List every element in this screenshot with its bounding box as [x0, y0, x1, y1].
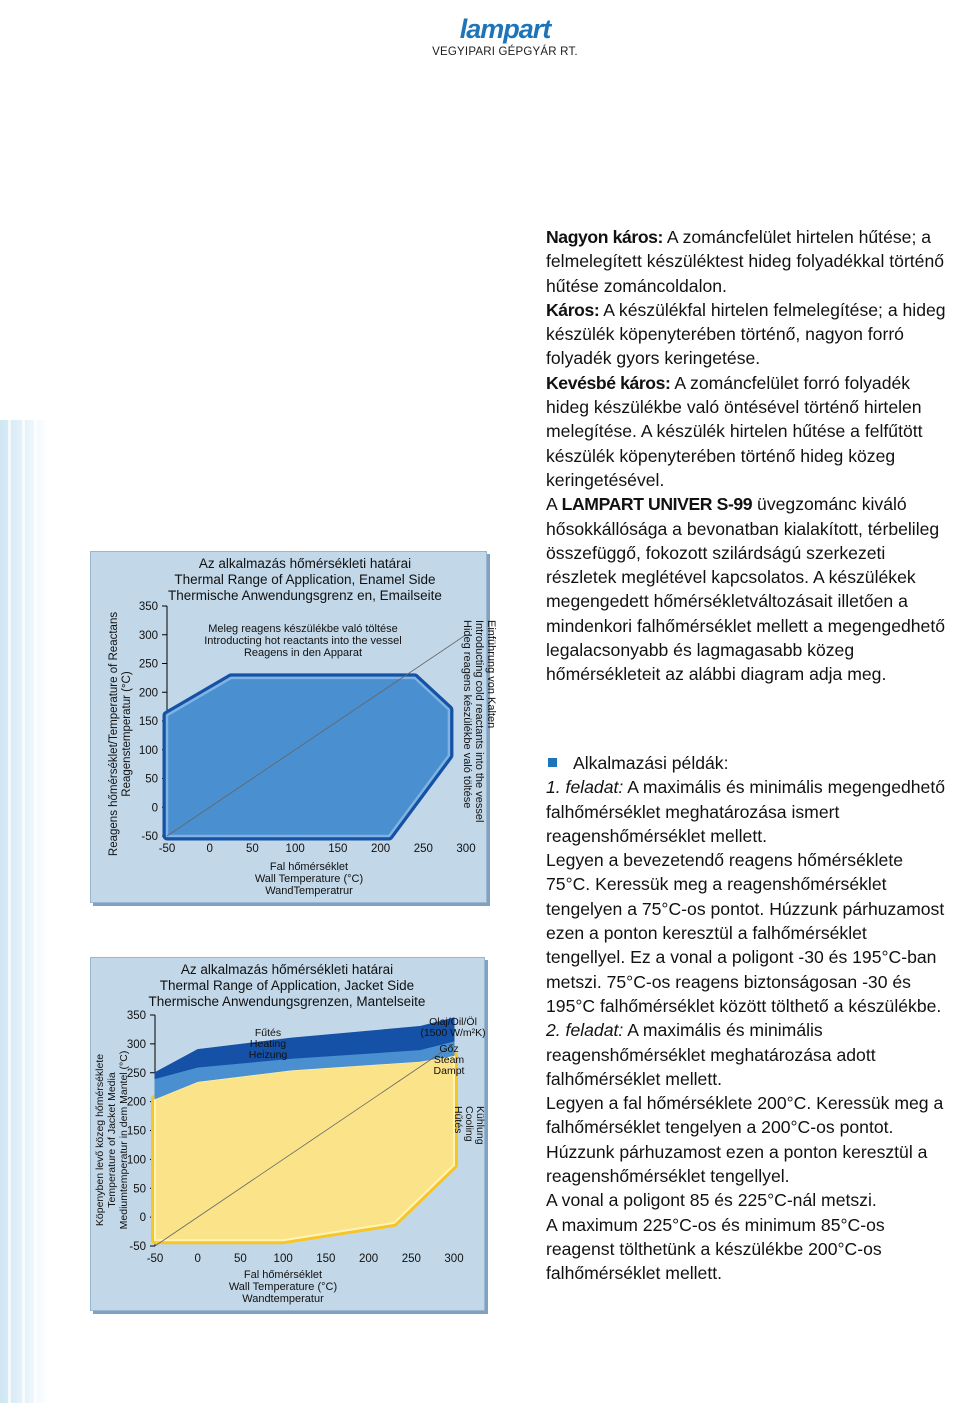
chart-title-line: Az alkalmazás hőmérsékleti határai: [180, 962, 394, 977]
y-tick-label: -50: [129, 1241, 146, 1253]
x-tick-label: 100: [285, 843, 305, 855]
y-axis-label-line: Mediumtemperatur in dem Mantel (°C): [118, 1050, 130, 1230]
x-tick-label: 250: [413, 843, 433, 855]
task1-body: Legyen a bevezetendő reagens hőmérséklete 75°C. Keressük meg a reagenshőmérséklet tengelyen a 75°C-os pontot. Húzzunk párhuzamost ezen a ponton keresztül a falhőmérséklet tengellyel. Ez a vonal a poligont -30 és 195°C-ban metszi. 75°C-os reagens biztonságosan -30 és 195°C falhőmérséklet között tölthető a készülékbe.: [546, 850, 945, 1016]
company-logo: [430, 14, 580, 58]
heating-label: Heating: [249, 1038, 287, 1050]
cooling-label-line: Cooling: [463, 1106, 475, 1142]
x-tick-label: 300: [444, 1253, 464, 1265]
y-tick-label: 350: [138, 601, 158, 613]
x-axis-label-line: Fal hőmérséklet: [243, 1269, 323, 1281]
hot-reactants-label: Meleg reagens készülékbe való töltése: [208, 623, 398, 635]
task2-body-1: Legyen a fal hőmérséklete 200°C. Keressük meg a falhőmérséklet tengelyen a 200°C-os pontot. Húzzunk párhuzamost ezen a ponton keresztül a reagenshőmérséklet tengellyel.: [546, 1093, 944, 1187]
task1: [546, 775, 950, 848]
paragraph-label: LAMPART UNIVER S-99: [561, 494, 753, 515]
y-tick-label: 250: [138, 658, 158, 671]
x-tick-label: -50: [158, 843, 176, 855]
x-tick-label: 50: [246, 843, 259, 855]
paragraph-univer: [546, 492, 950, 686]
x-tick-label: 50: [234, 1253, 247, 1265]
x-tick-label: 150: [316, 1253, 336, 1265]
y-tick-label: 200: [138, 687, 158, 700]
paragraph-text: üvegzománc kiváló hősokkállósága a bevonatban kialakított, térbelileg összefüggő, fokozott szilárdságú szerkezeti részletek meglétével kapcsolatos. A készülékek megengedett hőmérsékletváltozásait illetően a mindenkori falhőmérséklet mellett a megengedhető legalacsonyabb és lagmagasabb közeg hőmérsékleteit az alábbi diagram adja meg.: [546, 494, 946, 685]
jacket-side-chart: [91, 958, 484, 1310]
y-tick-label: 250: [126, 1067, 146, 1080]
y-tick-label: 50: [133, 1183, 146, 1196]
y-tick-label: 150: [138, 716, 158, 728]
description-text: [546, 225, 950, 687]
x-axis-label-line: WandTemperatrur: [265, 885, 353, 897]
paragraph-prefix: A: [546, 494, 562, 515]
chart-title-line: Thermal Range of Application, Enamel Side: [174, 572, 436, 587]
y-axis-label-line: Köpenyben levő közeg hőmérséklete: [94, 1053, 106, 1227]
paragraph-text: A zománcfelület forró folyadék hideg készülékbe való öntésével történő hirtelen melegítése. A készülék hirtelen hűtése a felfűtött készülék köpenyterében történő hideg közeg keringetésével.: [546, 372, 923, 490]
oil-label: (1500 W/m²K): [420, 1027, 486, 1039]
cold-reactants-label-line: Hideg reagens készülékbe való töltése: [461, 620, 473, 809]
hot-reactants-label: Reagens in den Apparat: [243, 647, 363, 659]
task2-body-2: A vonal a poligont 85 és 225°C-nál metszi.: [546, 1190, 877, 1211]
task2-title: A maximális és minimális reagenshőmérséklet meghatározása adott falhőmérséklet mellett.: [546, 1020, 876, 1089]
y-tick-label: 100: [126, 1154, 146, 1167]
steam-label: Gőz: [439, 1043, 459, 1055]
cooling-label-line: Kühlung: [474, 1106, 486, 1145]
enamel-side-chart: [91, 552, 497, 902]
x-tick-label: 150: [328, 843, 348, 855]
steam-label: Dampt: [433, 1065, 465, 1077]
oil-label: Olaj/Oil/Öl: [429, 1016, 477, 1028]
square-bullet-icon: [548, 758, 557, 767]
y-axis-label-line: Reagenstemperatur (°C): [121, 671, 133, 797]
task2-label: 2. feladat:: [546, 1020, 624, 1041]
x-tick-label: 0: [194, 1253, 201, 1265]
examples-heading: [546, 751, 950, 775]
strip-streak: [8, 420, 11, 1403]
chart-title-line: Thermal Range of Application, Jacket Side: [159, 978, 415, 993]
task1-title: A maximális és minimális megengedhető falhőmérséklet meghatározása ismert reagenshőmérséklet mellett.: [546, 777, 946, 846]
y-axis-label-line: Temperature of Jacket Media: [106, 1072, 118, 1208]
x-axis-label-line: Wall Temperature (°C): [228, 1281, 338, 1293]
task2: [546, 1018, 950, 1091]
enamel-side-chart-panel: [90, 551, 497, 903]
strip-streak: [22, 420, 25, 1403]
paragraph-label: Káros:: [546, 299, 600, 320]
chart-title-line: Thermische Anwendungsgrenz en, Emailseite: [168, 588, 442, 603]
cold-reactants-label-line: Einführung von Kalten: [485, 620, 497, 729]
x-axis-label-line: Wall Temperature (°C): [254, 873, 364, 885]
steam-label: Steam: [433, 1054, 465, 1066]
x-axis-label-line: Fal hőmérséklet: [269, 861, 349, 873]
y-axis-label: [94, 1051, 130, 1230]
cold-reactants-label: [461, 620, 497, 822]
cooling-label-line: Hűtés: [452, 1106, 464, 1134]
task2-body-3: A maximum 225°C-os és minimum 85°C-os reagenst tölthetünk a készülékbe 200°C-os falhőmérséklet mellett.: [546, 1214, 885, 1284]
y-tick-label: 350: [126, 1010, 146, 1022]
heating-label: Heizung: [248, 1049, 288, 1061]
logo-wordmark: lampart: [459, 14, 551, 44]
y-tick-label: 50: [145, 773, 158, 786]
paragraph-text: A készülékfal hirtelen felmelegítése; a hideg készülék köpenyterében történő, nagyon forró folyadék gyors keringetése.: [546, 299, 946, 369]
jacket-side-chart-panel: [90, 957, 485, 1311]
x-axis-label-line: Wandtemperatur: [242, 1293, 324, 1305]
y-axis-label: [108, 612, 133, 856]
y-tick-label: 100: [138, 744, 158, 757]
task1-label: 1. feladat:: [546, 777, 624, 798]
paragraph-label: Nagyon káros:: [546, 227, 664, 247]
x-tick-label: 250: [401, 1253, 421, 1265]
x-tick-label: 0: [206, 843, 213, 855]
x-tick-label: 300: [456, 843, 476, 855]
decorative-side-strip: [0, 420, 48, 1403]
hot-reactants-label: Introducting hot reactants into the vessel: [204, 635, 402, 647]
paragraph-label: Kevésbé káros:: [546, 372, 671, 393]
y-tick-label: -50: [141, 831, 158, 843]
examples-section: [546, 751, 950, 1286]
y-axis-label-line: Reagens hőmérséklet/Temperature of Reactans: [108, 611, 120, 857]
x-tick-label: -50: [146, 1253, 164, 1265]
paragraph-very-harmful: [546, 225, 950, 298]
y-tick-label: 0: [151, 802, 158, 815]
chart-title-line: Thermische Anwendungsgrenzen, Mantelseite: [148, 994, 426, 1009]
chart-title-line: Az alkalmazás hőmérsékleti határai: [198, 556, 412, 571]
examples-heading-text: Alkalmazási példák:: [573, 753, 729, 773]
x-tick-label: 200: [358, 1253, 379, 1265]
safe-region: [167, 678, 449, 836]
paragraph-less-harmful: [546, 371, 950, 492]
strip-streak: [34, 420, 37, 1403]
paragraph-text: A zománcfelület hirtelen hűtése; a felmelegített készüléktest hideg folyadékkal történő hűtése zománcoldalon.: [546, 227, 945, 296]
y-tick-label: 0: [139, 1212, 146, 1225]
y-tick-label: 300: [126, 1038, 146, 1051]
paragraph-harmful: [546, 298, 950, 371]
x-tick-label: 100: [273, 1253, 293, 1265]
y-tick-label: 150: [126, 1125, 146, 1138]
y-tick-label: 300: [138, 629, 158, 642]
y-tick-label: 200: [126, 1096, 146, 1109]
x-tick-label: 200: [370, 843, 391, 855]
cold-reactants-label-line: Introducting cold reactants into the vessel: [473, 620, 485, 823]
heating-label: Fűtés: [254, 1027, 282, 1039]
logo-subtitle: VEGYIPARI GÉPGYÁR RT.: [432, 46, 578, 58]
